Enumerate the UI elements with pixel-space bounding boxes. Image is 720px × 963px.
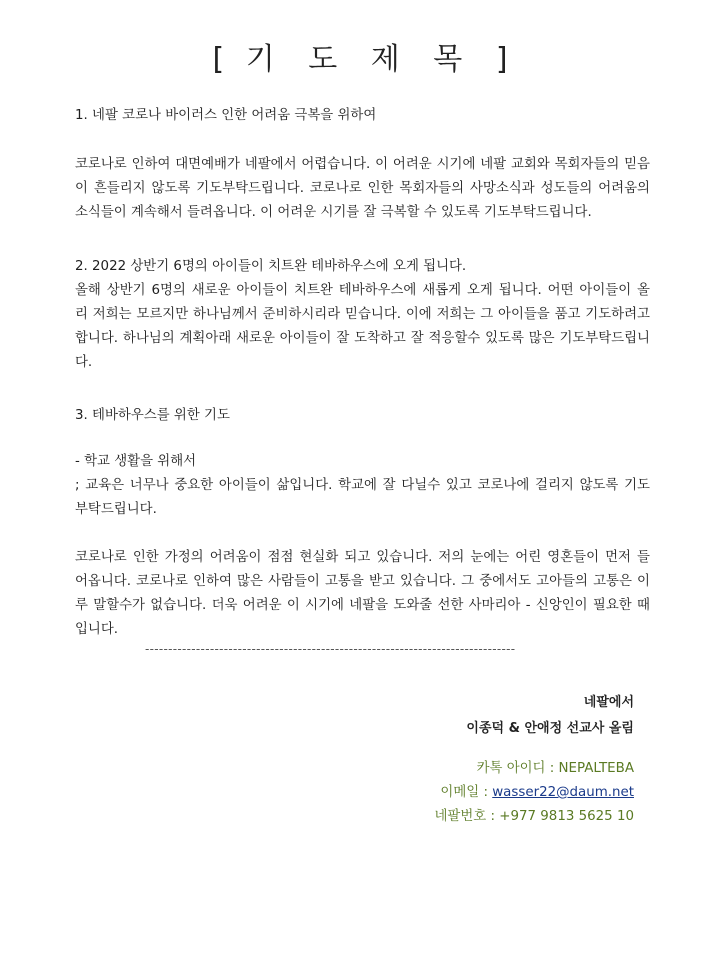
- section-3-heading: 3. 테바하우스를 위한 기도: [75, 408, 230, 423]
- section-3: [75, 404, 650, 642]
- paragraph-line: 코로나로 인하여 대면예배가 네팔에서 어렵습니다. 이 어려운 시기에 네팔 교회와 목회자들의 믿음: [75, 157, 650, 172]
- email-row: [434, 781, 634, 805]
- section-2: [75, 255, 650, 375]
- signature-from: 네팔에서: [583, 695, 634, 710]
- title-text: 기 도 제 목: [245, 42, 475, 77]
- phone-label: 네팔번호 :: [434, 809, 500, 824]
- paragraph-line: 리 저희는 모르지만 하나님께서 준비하시리라 믿습니다. 이에 저희는 그 아이들을 품고 기도하려고: [75, 307, 650, 322]
- paragraph-line: ; 교육은 너무나 중요한 아이들이 삶입니다. 학교에 잘 다닐수 있고 코로나에 걸리지 않도록 기도: [75, 478, 650, 493]
- section-1-paragraph: [75, 153, 650, 225]
- contact-block: [434, 757, 634, 829]
- paragraph-line: 다.: [75, 355, 93, 370]
- section-2-heading: 2. 2022 상반기 6명의 아이들이 치트완 테바하우스에 오게 됩니다.: [75, 259, 467, 274]
- kakao-id: NEPALTEBA: [558, 761, 634, 776]
- kakao-row: [434, 757, 634, 781]
- page-title: [0, 34, 720, 78]
- section-3-paragraph: [75, 546, 650, 642]
- phone-number: +977 9813 5625 10: [499, 809, 634, 824]
- phone-row: [434, 805, 634, 829]
- section-3-subheading: - 학교 생활을 위해서: [75, 454, 197, 469]
- signature-block: [466, 690, 634, 742]
- paragraph-line: 코로나로 인한 가정의 어려움이 점점 현실화 되고 있습니다. 저의 눈에는 어린 영혼들이 먼저 들: [75, 550, 650, 565]
- paragraph-line: 소식들이 계속해서 들려옵니다. 이 어려운 시기를 잘 극복할 수 있도록 기도부탁드립니다.: [75, 205, 592, 220]
- paragraph-line: 이 흔들리지 않도록 기도부탁드립니다. 코로나로 인한 목회자들의 사망소식과 성도들의 어려움의: [75, 181, 650, 196]
- section-3-sub-paragraph: [75, 474, 650, 522]
- signature-names: 이종덕 & 안애정 선교사 올림: [466, 721, 634, 736]
- email-link[interactable]: wasser22@daum.net: [492, 785, 634, 800]
- paragraph-line: 올해 상반기 6명의 새로운 아이들이 치트완 테바하우스에 새롭게 오게 됩니다. 어떤 아이들이 올: [75, 283, 650, 298]
- paragraph-line: 어옵니다. 코로나로 인하여 많은 사람들이 고통을 받고 있습니다. 그 중에서도 고아들의 고통은 이: [75, 574, 650, 589]
- paragraph-line: 루 말할수가 없습니다. 더욱 어려운 이 시기에 네팔을 도와줄 선한 사마리아 - 신앙인이 필요한 때: [75, 598, 650, 613]
- paragraph-line: 입니다.: [75, 622, 119, 637]
- title-close-bracket: ]: [495, 42, 508, 77]
- email-label: 이메일 :: [440, 785, 493, 800]
- dashed-divider: --------------------------------------------------------------------------------: [145, 642, 516, 656]
- section-2-paragraph: [75, 279, 650, 375]
- paragraph-line: 합니다. 하나님의 계획아래 새로운 아이들이 잘 도착하고 잘 적응할수 있도록 많은 기도부탁드립니: [75, 331, 650, 346]
- section-1: [75, 104, 650, 225]
- kakao-label: 카톡 아이디 :: [476, 761, 559, 776]
- section-1-heading: 1. 네팔 코로나 바이러스 인한 어려움 극복을 위하여: [75, 108, 377, 123]
- paragraph-line: 부탁드립니다.: [75, 502, 157, 517]
- title-open-bracket: [: [212, 42, 225, 77]
